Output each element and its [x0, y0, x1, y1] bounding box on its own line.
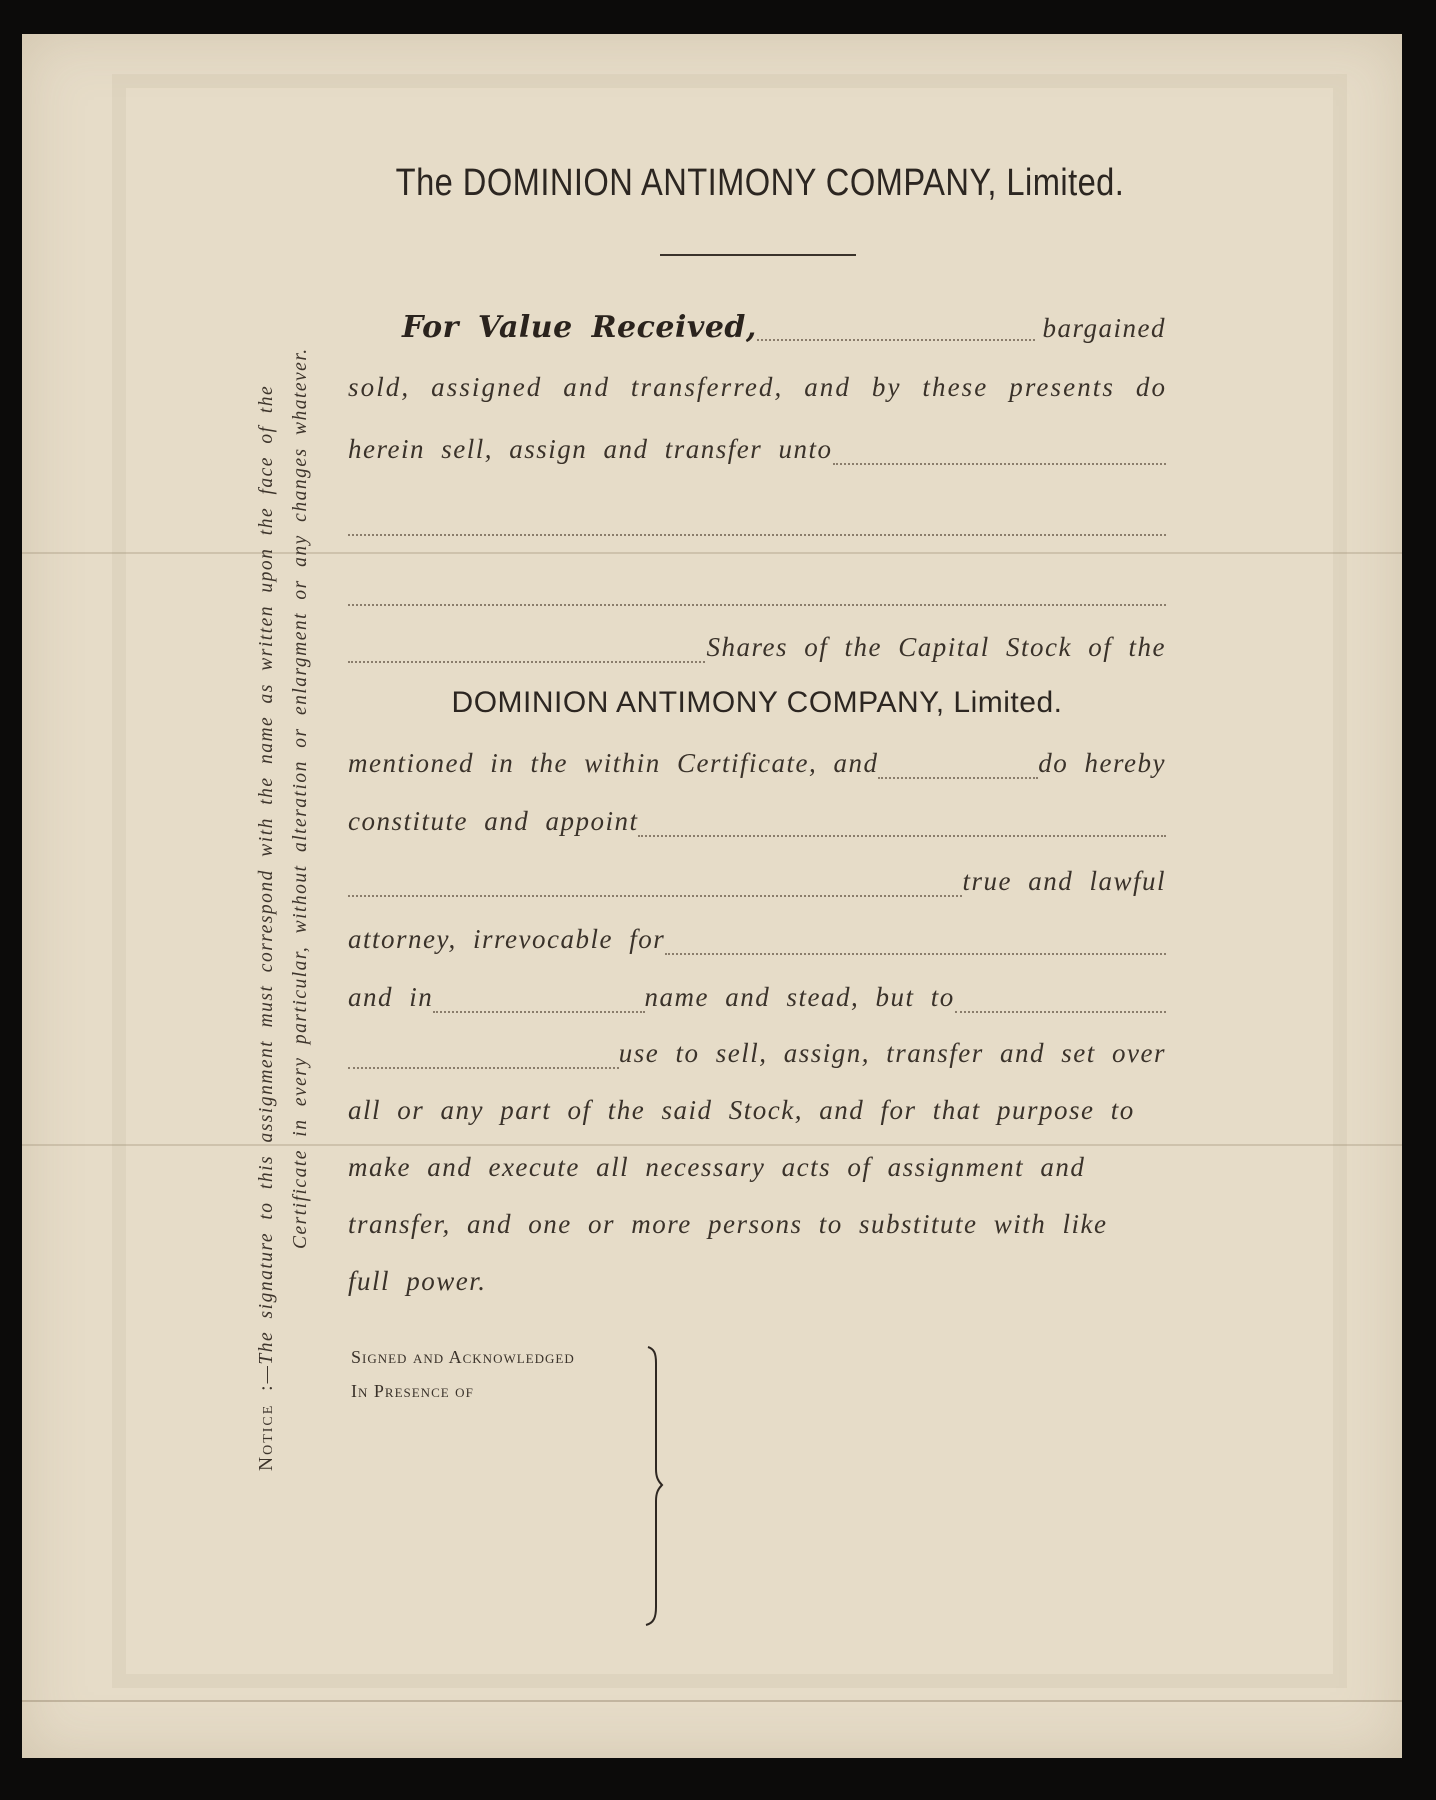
blank-transferee — [833, 463, 1167, 465]
fold-line — [22, 552, 1402, 554]
line-full-power — [348, 1266, 1166, 1306]
line-attorney — [348, 924, 1166, 964]
blank-line — [955, 1011, 1166, 1013]
constitute-text: constitute and appoint — [348, 806, 639, 836]
attorney-text: attorney, irrevocable for — [348, 924, 666, 954]
use-to-sell-text: use to sell, assign, transfer and set over — [618, 1038, 1166, 1068]
line-constitute — [348, 806, 1166, 846]
signed-acknowledged: Signed and Acknowledged — [351, 1347, 575, 1367]
line-mentioned — [348, 748, 1166, 788]
herein-text: herein sell, assign and transfer unto — [348, 434, 833, 464]
line-shares — [348, 632, 1166, 672]
blank-line — [348, 534, 1166, 536]
blank-share-count — [348, 661, 705, 663]
blank-line — [348, 895, 962, 897]
company-name: DOMINION ANTIMONY COMPANY, Limited. — [451, 686, 1063, 719]
full-power-text: full power. — [348, 1266, 487, 1296]
line-make — [348, 1152, 1166, 1192]
name-stead-text: name and stead, but to — [644, 982, 955, 1012]
fold-line — [22, 1144, 1402, 1146]
line-all — [348, 1095, 1166, 1135]
blank-line — [348, 1067, 619, 1069]
title-rule — [660, 254, 856, 256]
notice-text — [250, 321, 318, 1471]
bargained-text: bargained — [1042, 313, 1166, 343]
notice-line2: Certificate in every particular, without alteration or enlargment or any changes whatever. — [290, 347, 311, 1249]
line-true-lawful — [348, 866, 1166, 906]
fold-line — [22, 1700, 1402, 1702]
line-herein — [348, 434, 1166, 474]
blank-assignor — [757, 339, 1035, 341]
blank-line — [665, 953, 1166, 955]
notice-line1: —The signature to this assignment must correspond with the name as written upon the face of the — [256, 384, 277, 1384]
true-lawful-text: true and lawful — [962, 866, 1166, 896]
for-value-received: For Value Received, — [402, 310, 757, 345]
line-transfer — [348, 1209, 1166, 1249]
line-for-value — [348, 310, 1166, 350]
notice-label: Notice : — [256, 1383, 277, 1471]
company-title: The DOMINION ANTIMONY COMPANY, Limited. — [395, 162, 1125, 204]
blank-line — [348, 604, 1166, 606]
make-text: make and execute all necessary acts of assignment and — [348, 1152, 1086, 1182]
signature-brace — [640, 1345, 670, 1627]
do-hereby-text: do hereby — [1038, 748, 1166, 778]
and-in-text: and in — [348, 982, 434, 1012]
line-and-in — [348, 982, 1166, 1022]
blank-line — [433, 1011, 644, 1013]
signature-block — [351, 1340, 575, 1408]
line-use-to-sell — [348, 1038, 1166, 1078]
sold-text: sold, assigned and transferred, and by these presents do — [348, 372, 1168, 402]
in-presence-of: In Presence of — [351, 1381, 474, 1401]
mentioned-text: mentioned in the within Certificate, and — [348, 748, 879, 778]
blank-line — [878, 777, 1038, 779]
shares-text: Shares of the Capital Stock of the — [706, 632, 1166, 662]
blank-attorney — [638, 835, 1166, 837]
transfer-text: transfer, and one or more persons to substitute with like — [348, 1209, 1108, 1239]
all-text: all or any part of the said Stock, and for that purpose to — [348, 1095, 1135, 1125]
line-sold — [348, 372, 1166, 412]
